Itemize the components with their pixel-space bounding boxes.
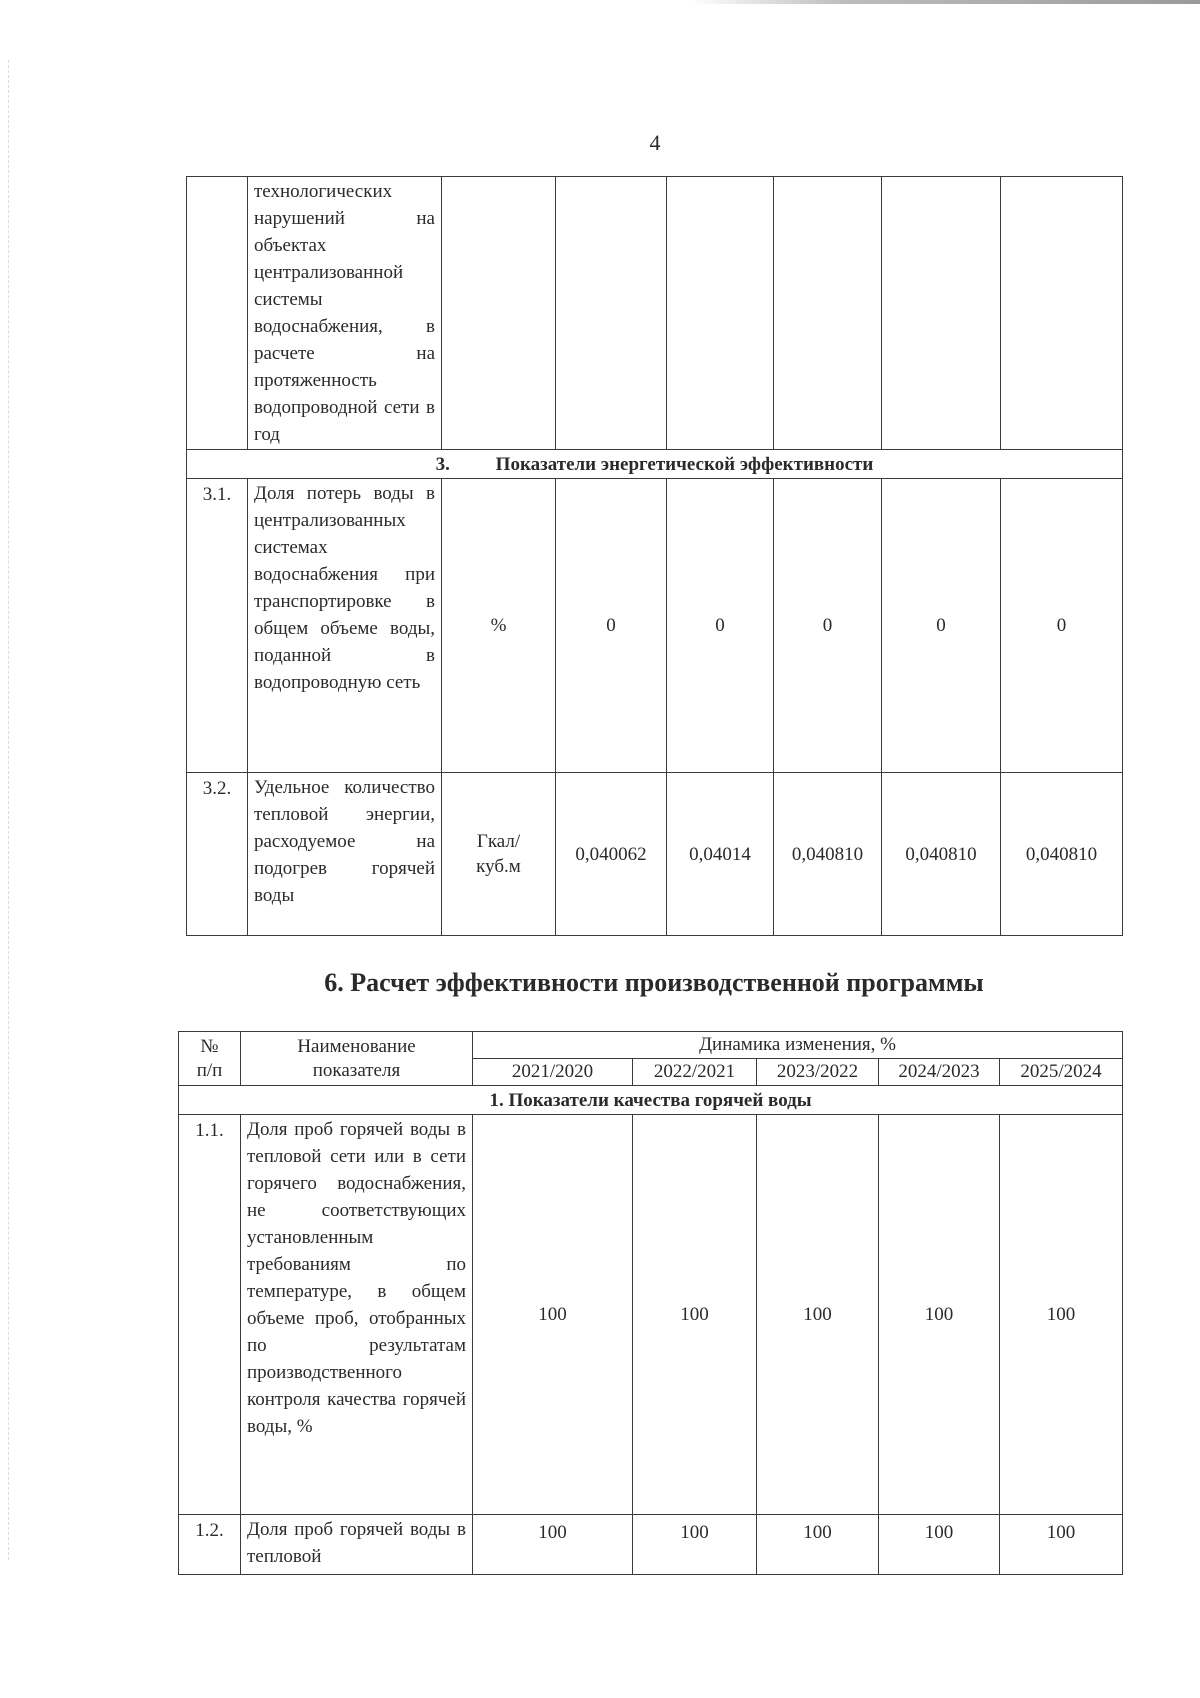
row-number: 3.1. bbox=[187, 479, 248, 773]
value-cell: 100 bbox=[633, 1115, 757, 1515]
value-cell: 100 bbox=[879, 1515, 1000, 1575]
section-number: 3. bbox=[435, 453, 450, 475]
section-heading bbox=[187, 450, 1123, 479]
row-number: 3.2. bbox=[187, 773, 248, 936]
table-row bbox=[187, 773, 1123, 936]
section-title: 6. Расчет эффективности производственной программы bbox=[324, 968, 984, 997]
value-cell: 0,040062 bbox=[556, 773, 667, 936]
value-cell: 0,040810 bbox=[1001, 773, 1123, 936]
value-cell: 0 bbox=[774, 479, 882, 773]
scan-edge-top bbox=[690, 0, 1200, 4]
value-cell: 0,04014 bbox=[667, 773, 774, 936]
num-header-line: № bbox=[200, 1035, 219, 1057]
indicators-table bbox=[186, 176, 1123, 936]
row-number-cell bbox=[187, 177, 248, 450]
value-cell: 100 bbox=[757, 1115, 879, 1515]
section-title: Показатели энергетической эффективности bbox=[495, 453, 874, 475]
unit-cell bbox=[442, 773, 556, 936]
row-description: Доля проб горячей воды в тепловой bbox=[241, 1515, 473, 1575]
value-cell: 0 bbox=[667, 479, 774, 773]
name-header bbox=[241, 1032, 473, 1086]
value-cell: 100 bbox=[1000, 1115, 1123, 1515]
name-header-line: показателя bbox=[312, 1059, 401, 1081]
value-cell: 100 bbox=[473, 1515, 633, 1575]
value-cell: 100 bbox=[879, 1115, 1000, 1515]
unit-cell: % bbox=[442, 479, 556, 773]
unit-line: куб.м bbox=[476, 856, 521, 877]
table-row bbox=[179, 1115, 1123, 1515]
num-header-line: п/п bbox=[196, 1059, 223, 1081]
row-description: технологических нарушений на объектах централизованной системы водоснабжения, в расчете на протяженность водопроводной сети в год bbox=[248, 177, 442, 450]
value-cell: 100 bbox=[473, 1115, 633, 1515]
section-heading: 1. Показатели качества горячей воды bbox=[179, 1086, 1123, 1115]
section-row bbox=[179, 1086, 1123, 1115]
table-row bbox=[179, 1515, 1123, 1575]
unit-line: Гкал/ bbox=[476, 831, 521, 852]
page-number: 4 bbox=[649, 130, 661, 155]
table-row bbox=[187, 177, 1123, 450]
value-cell: 0 bbox=[882, 479, 1001, 773]
scan-edge-left bbox=[8, 60, 10, 1560]
efficiency-table bbox=[178, 1031, 1123, 1575]
year-header: 2022/2021 bbox=[633, 1059, 757, 1086]
value-cell: 0 bbox=[556, 479, 667, 773]
num-header bbox=[179, 1032, 241, 1086]
header-row bbox=[179, 1032, 1123, 1059]
section-row bbox=[187, 450, 1123, 479]
row-number: 1.2. bbox=[179, 1515, 241, 1575]
value-cell: 0,040810 bbox=[882, 773, 1001, 936]
table-row bbox=[187, 479, 1123, 773]
row-description: Доля потерь воды в централизованных системах водоснабжения при транспортировке в общем объеме воды, поданной в водопроводную сеть bbox=[248, 479, 442, 773]
value-cell: 100 bbox=[1000, 1515, 1123, 1575]
year-header: 2023/2022 bbox=[757, 1059, 879, 1086]
dynamics-header: Динамика изменения, % bbox=[473, 1032, 1123, 1059]
year-header: 2024/2023 bbox=[879, 1059, 1000, 1086]
year-header: 2025/2024 bbox=[1000, 1059, 1123, 1086]
row-description: Доля проб горячей воды в тепловой сети или в сети горячего водоснабжения, не соответствующих установленным требованиям по температуре, в общем объеме проб, отобранных по результатам производственного контроля качества горячей воды, % bbox=[241, 1115, 473, 1515]
name-header-line: Наименование bbox=[297, 1035, 416, 1057]
row-number: 1.1. bbox=[179, 1115, 241, 1515]
year-header: 2021/2020 bbox=[473, 1059, 633, 1086]
value-cell: 100 bbox=[757, 1515, 879, 1575]
value-cell: 0,040810 bbox=[774, 773, 882, 936]
value-cell: 0 bbox=[1001, 479, 1123, 773]
value-cell: 100 bbox=[633, 1515, 757, 1575]
row-description: Удельное количество тепловой энергии, расходуемое на подогрев горячей воды bbox=[248, 773, 442, 936]
